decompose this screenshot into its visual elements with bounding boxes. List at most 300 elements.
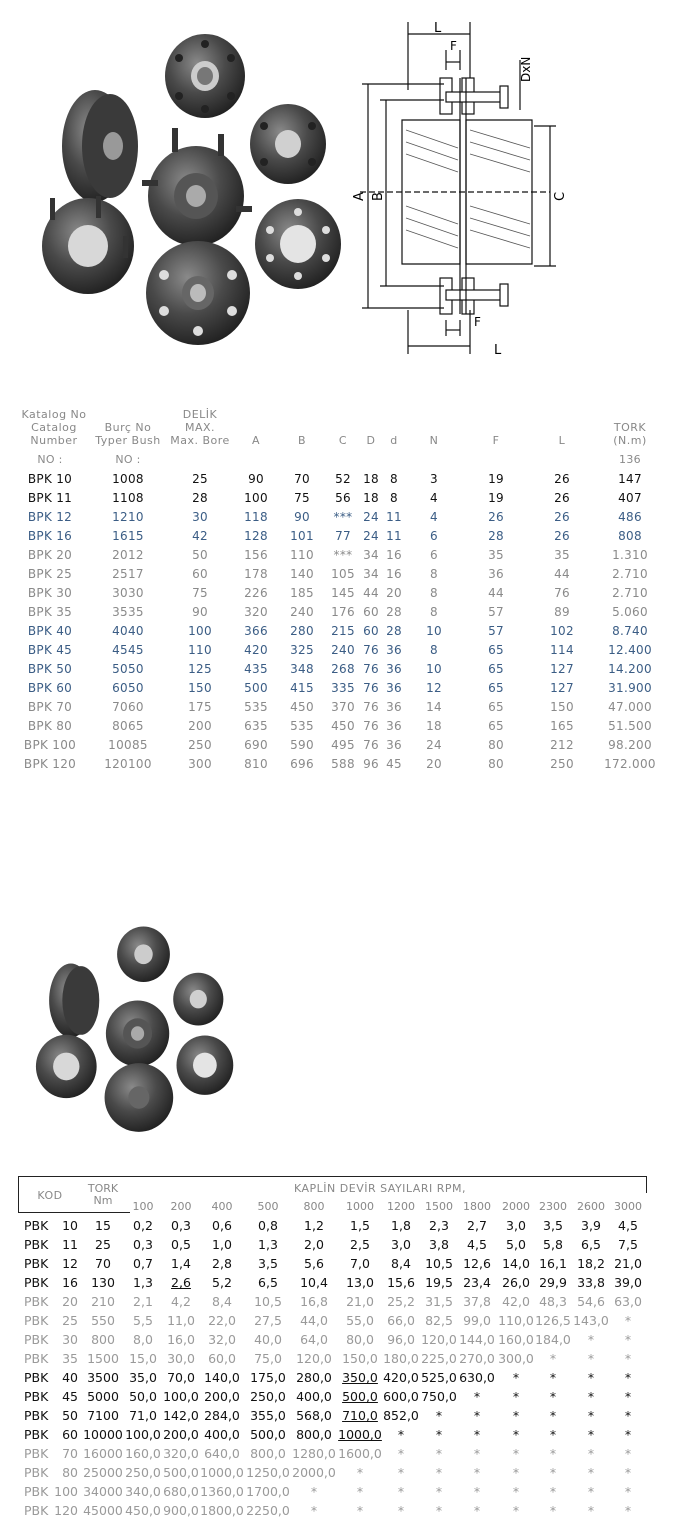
rpm-header-cell: 100	[132, 1200, 154, 1213]
table-cell: 16	[386, 567, 402, 581]
table-cell: 34000	[83, 1484, 123, 1499]
table-cell: 808	[618, 529, 642, 543]
table-cell: 500	[244, 681, 268, 695]
coupling-product-photo-small	[28, 916, 248, 1140]
table-cell: BPK 16	[27, 529, 73, 543]
header-B: B	[297, 434, 307, 447]
table-cell: *	[512, 1389, 520, 1404]
table-cell: 65	[488, 643, 504, 657]
table-cell: PBK	[24, 1465, 49, 1480]
table-cell: 3,5	[258, 1256, 278, 1271]
table-cell: 6	[430, 548, 438, 562]
table-cell: 100	[188, 624, 212, 638]
table-cell: 75	[294, 491, 310, 505]
table-cell: 680,0	[163, 1484, 199, 1499]
table-cell: 2.710	[612, 567, 648, 581]
table-cell: *	[549, 1503, 557, 1518]
table-cell: 80,0	[346, 1332, 374, 1347]
table-cell: 36	[386, 681, 402, 695]
table-row	[0, 491, 680, 510]
table-cell: 450	[331, 719, 355, 733]
flange-part	[42, 196, 134, 294]
table-cell: 320,0	[163, 1446, 199, 1461]
table-cell: 20	[62, 1294, 78, 1309]
table-cell: 450	[290, 700, 314, 714]
table-cell: 5,8	[543, 1237, 563, 1252]
table-cell: 14,0	[502, 1256, 530, 1271]
table-cell: *	[587, 1484, 595, 1499]
table-cell: 16,1	[539, 1256, 567, 1271]
table-row	[0, 1256, 680, 1275]
table-cell: 900,0	[163, 1503, 199, 1518]
table-cell: 19	[488, 472, 504, 486]
table-cell: 7060	[112, 700, 144, 714]
table-cell: 5,6	[304, 1256, 324, 1271]
table-cell: 184,0	[535, 1332, 571, 1347]
table-row	[0, 700, 680, 719]
table-cell: 120,0	[296, 1351, 332, 1366]
table-cell: 19,5	[425, 1275, 453, 1290]
table-cell: 18	[426, 719, 442, 733]
table-cell: 22,0	[208, 1313, 236, 1328]
dim-label-C: C	[553, 191, 568, 201]
table-cell: 36	[386, 719, 402, 733]
table-cell: 18	[363, 491, 379, 505]
table-cell: 142,0	[163, 1408, 199, 1423]
table-cell: *	[435, 1446, 443, 1461]
table-cell: 75,0	[254, 1351, 282, 1366]
table-cell: 3,0	[506, 1218, 526, 1233]
table-cell: 1500	[87, 1351, 119, 1366]
table-cell: 100	[54, 1484, 78, 1499]
table-cell: 215	[331, 624, 355, 638]
table-cell: 800,0	[296, 1427, 332, 1442]
table-cell: 10,5	[254, 1294, 282, 1309]
header-kod: KOD	[37, 1189, 63, 1202]
table-cell: 120100	[104, 757, 152, 771]
table-cell: 20	[386, 586, 402, 600]
table-cell: 101	[290, 529, 314, 543]
table-cell: *	[356, 1465, 364, 1480]
table-cell: 495	[331, 738, 355, 752]
table-cell: 50	[62, 1408, 78, 1423]
table-cell: *	[624, 1370, 632, 1385]
table-cell: *	[435, 1484, 443, 1499]
table-cell: 54,6	[577, 1294, 605, 1309]
table-cell: 28	[192, 491, 208, 505]
table-cell: 14.200	[608, 662, 652, 676]
table-cell: 76	[363, 681, 379, 695]
table-row	[0, 681, 680, 700]
table-cell: 34	[363, 567, 379, 581]
table-cell: 100,0	[163, 1389, 199, 1404]
table-cell: 24	[363, 529, 379, 543]
table-cell: *	[624, 1389, 632, 1404]
table-cell: *	[473, 1465, 481, 1480]
table-cell: 16	[386, 548, 402, 562]
table-cell: 77	[335, 529, 351, 543]
table-row	[0, 1294, 680, 1313]
flange-part	[255, 199, 341, 289]
header-D: D	[366, 434, 376, 447]
table-cell: 56	[335, 491, 351, 505]
table-cell: 60	[363, 624, 379, 638]
table-cell: *	[397, 1465, 405, 1480]
table-cell: 80	[488, 757, 504, 771]
table-cell: 15,6	[387, 1275, 415, 1290]
table-row	[0, 643, 680, 662]
table-cell: 26	[554, 472, 570, 486]
table-cell: *	[473, 1427, 481, 1442]
table-cell: 40,0	[254, 1332, 282, 1347]
table-cell: 176	[331, 605, 355, 619]
table-cell: 26	[554, 491, 570, 505]
header-L: L	[558, 434, 566, 447]
table-cell: *	[587, 1427, 595, 1442]
table-cell: 350,0	[342, 1370, 378, 1385]
table-row	[0, 1389, 680, 1408]
table-cell: 8,4	[212, 1294, 232, 1309]
table-cell: 21,0	[346, 1294, 374, 1309]
table-cell: 65	[488, 662, 504, 676]
table-cell: 3500	[87, 1370, 119, 1385]
table-row	[0, 738, 680, 757]
table-cell: 2,1	[133, 1294, 153, 1309]
table-cell: 7100	[87, 1408, 119, 1423]
table-cell: BPK 45	[27, 643, 73, 657]
table-cell: 57	[488, 624, 504, 638]
table-cell: 225,0	[421, 1351, 457, 1366]
table-cell: 0,5	[171, 1237, 191, 1252]
table-cell: *	[435, 1408, 443, 1423]
table-cell: 80	[62, 1465, 78, 1480]
table-cell: 70	[95, 1256, 111, 1271]
table-cell: 144,0	[459, 1332, 495, 1347]
table-cell: 0,3	[171, 1218, 191, 1233]
table-cell: *	[587, 1465, 595, 1480]
table-cell: 70	[294, 472, 310, 486]
table-cell: 10,4	[300, 1275, 328, 1290]
table-cell: 696	[290, 757, 314, 771]
table-cell: 1700,0	[246, 1484, 290, 1499]
table-cell: 16,8	[300, 1294, 328, 1309]
table-cell: 3,9	[581, 1218, 601, 1233]
flange-part	[250, 104, 326, 184]
table-cell: *	[587, 1332, 595, 1347]
header-tork2: TORK Nm	[87, 1182, 119, 1207]
table-cell: *	[512, 1408, 520, 1423]
rpm-header-cell: 2300	[539, 1200, 567, 1213]
table-cell: *	[624, 1351, 632, 1366]
table-cell: 635	[244, 719, 268, 733]
table-cell: 127	[550, 662, 574, 676]
table-cell: *	[397, 1446, 405, 1461]
table-cell: *	[473, 1389, 481, 1404]
table-cell: 2,7	[467, 1218, 487, 1233]
table-row	[0, 472, 680, 491]
table-cell: 36	[386, 643, 402, 657]
table-cell: 1250,0	[246, 1465, 290, 1480]
table-cell: 370	[331, 700, 355, 714]
table-cell: 3,5	[543, 1218, 563, 1233]
table-cell: 90	[248, 472, 264, 486]
table-cell: 65	[488, 700, 504, 714]
table-cell: PBK	[24, 1332, 49, 1347]
table-cell: 76	[363, 662, 379, 676]
table-cell: 435	[244, 662, 268, 676]
table-cell: 175	[188, 700, 212, 714]
dim-label-dxn: DxN	[519, 56, 533, 82]
table-cell: 71,0	[129, 1408, 157, 1423]
dim-label-B: B	[371, 192, 386, 201]
table-cell: *	[512, 1427, 520, 1442]
table-cell: 400,0	[204, 1427, 240, 1442]
table-cell: PBK	[24, 1446, 49, 1461]
dim-label-L-bottom: L	[494, 343, 502, 358]
table-cell: *	[587, 1389, 595, 1404]
table-cell: 450,0	[125, 1503, 161, 1518]
table-cell: 300	[188, 757, 212, 771]
table-cell: PBK	[24, 1237, 49, 1252]
table-row	[0, 1237, 680, 1256]
table-cell: 240	[290, 605, 314, 619]
table-cell: 20	[426, 757, 442, 771]
table-cell: 76	[363, 700, 379, 714]
table-cell: BPK 60	[27, 681, 73, 695]
table-cell: 340,0	[125, 1484, 161, 1499]
table-cell: 5000	[87, 1389, 119, 1404]
rpm-header-cell: 2600	[577, 1200, 605, 1213]
table-cell: 0,7	[133, 1256, 153, 1271]
table-cell: BPK 10	[27, 472, 73, 486]
table-cell: 105	[331, 567, 355, 581]
table-row	[0, 1275, 680, 1294]
header-N: N	[429, 434, 439, 447]
table-cell: 180,0	[383, 1351, 419, 1366]
table-cell: 172.000	[604, 757, 656, 771]
table-cell: 6	[430, 529, 438, 543]
table-row	[0, 529, 680, 548]
table-cell: 486	[618, 510, 642, 524]
table-cell: 1000,0	[338, 1427, 382, 1442]
table-cell: PBK	[24, 1218, 49, 1233]
dim-label-L: L	[434, 21, 442, 36]
table-cell: 568,0	[296, 1408, 332, 1423]
table-cell: 210	[91, 1294, 115, 1309]
table-row	[0, 586, 680, 605]
table-cell: 23,4	[463, 1275, 491, 1290]
table-row	[0, 510, 680, 529]
table-cell: 1,0	[212, 1237, 232, 1252]
rpm-header-cell: 400	[211, 1200, 233, 1213]
table-cell: 28	[488, 529, 504, 543]
table-cell: 45000	[83, 1503, 123, 1518]
table-cell: 25,2	[387, 1294, 415, 1309]
table-cell: ***	[333, 510, 353, 524]
table-cell: *	[587, 1370, 595, 1385]
header-A: A	[251, 434, 261, 447]
table-cell: 150	[550, 700, 574, 714]
table-cell: 25000	[83, 1465, 123, 1480]
table-cell: BPK 12	[27, 510, 73, 524]
table-row	[0, 662, 680, 681]
table-cell: 500,0	[250, 1427, 286, 1442]
table-cell: 2,0	[304, 1237, 324, 1252]
flange-part	[146, 241, 250, 345]
table-row	[0, 1313, 680, 1332]
table-cell: 8.740	[612, 624, 648, 638]
flange-part	[165, 34, 245, 118]
table-cell: 280,0	[296, 1370, 332, 1385]
table-cell: PBK	[24, 1389, 49, 1404]
table-cell: PBK	[24, 1370, 49, 1385]
table-cell: 60	[363, 605, 379, 619]
table-cell: 26	[554, 510, 570, 524]
table-cell: PBK	[24, 1294, 49, 1309]
table-cell: 36	[386, 738, 402, 752]
table-cell: 250	[188, 738, 212, 752]
table-cell: 98.200	[608, 738, 652, 752]
table-cell: 1,5	[350, 1218, 370, 1233]
table-cell: *	[473, 1408, 481, 1423]
table-cell: 96,0	[387, 1332, 415, 1347]
table-cell: 66,0	[387, 1313, 415, 1328]
table-cell: PBK	[24, 1484, 49, 1499]
table-cell: PBK	[24, 1275, 49, 1290]
table-cell: 25	[192, 472, 208, 486]
table-cell: 31,5	[425, 1294, 453, 1309]
table-cell: 60	[192, 567, 208, 581]
table-cell: 145	[331, 586, 355, 600]
table-cell: 65	[488, 719, 504, 733]
table-cell: 90	[294, 510, 310, 524]
table-cell: *	[473, 1446, 481, 1461]
table-cell: 35	[62, 1351, 78, 1366]
table-cell: 1,3	[258, 1237, 278, 1252]
table-cell: 355,0	[250, 1408, 286, 1423]
table-cell: 320	[244, 605, 268, 619]
table-cell: 7,5	[618, 1237, 638, 1252]
table-cell: 250	[550, 757, 574, 771]
table-cell: 175,0	[250, 1370, 286, 1385]
rpm-header-cell: 1500	[425, 1200, 453, 1213]
table-cell: 25	[62, 1313, 78, 1328]
table-cell: 1800,0	[200, 1503, 244, 1518]
table-cell: 800,0	[250, 1446, 286, 1461]
rpm-header-cell: 1800	[463, 1200, 491, 1213]
table-cell: *	[587, 1503, 595, 1518]
table-cell: 36	[386, 662, 402, 676]
table-cell: *	[624, 1332, 632, 1347]
table-cell: 10	[426, 624, 442, 638]
header-d: d	[390, 434, 398, 447]
table-cell: 165	[550, 719, 574, 733]
table-cell: BPK 35	[27, 605, 73, 619]
table-cell: *	[624, 1313, 632, 1328]
table-cell: 30	[62, 1332, 78, 1347]
table-row	[0, 567, 680, 586]
table-cell: 280	[290, 624, 314, 638]
table-cell: 1280,0	[292, 1446, 336, 1461]
table-cell: 5050	[112, 662, 144, 676]
table-cell: 0,3	[133, 1237, 153, 1252]
table-cell: 24	[426, 738, 442, 752]
table-cell: 89	[554, 605, 570, 619]
table-cell: 26	[488, 510, 504, 524]
table-cell: *	[549, 1389, 557, 1404]
table-cell: 4	[430, 510, 438, 524]
table-cell: 8,0	[133, 1332, 153, 1347]
dim-label-A: A	[352, 192, 367, 201]
table-cell: *	[549, 1427, 557, 1442]
table-cell: 39,0	[614, 1275, 642, 1290]
table-cell: 2250,0	[246, 1503, 290, 1518]
table-cell: 50	[192, 548, 208, 562]
table-cell: 44	[488, 586, 504, 600]
table-cell: 5.060	[612, 605, 648, 619]
table-cell: 44	[363, 586, 379, 600]
table-cell: 1210	[112, 510, 144, 524]
header-rpm-title: KAPLİN DEVİR SAYILARI RPM,	[294, 1182, 466, 1195]
table-cell: 65	[488, 681, 504, 695]
table-cell: 250,0	[125, 1465, 161, 1480]
table-cell: *	[473, 1484, 481, 1499]
table-cell: 126,5	[535, 1313, 571, 1328]
table-cell: 525,0	[421, 1370, 457, 1385]
table-cell: 21,0	[614, 1256, 642, 1271]
table-cell: 147	[618, 472, 642, 486]
table-cell: PBK	[24, 1351, 49, 1366]
table-cell: *	[512, 1446, 520, 1461]
table-cell: 51.500	[608, 719, 652, 733]
table-cell: 366	[244, 624, 268, 638]
table-cell: 12.400	[608, 643, 652, 657]
table-cell: BPK 120	[23, 757, 77, 771]
table-cell: *	[397, 1427, 405, 1442]
table-cell: 2,3	[429, 1218, 449, 1233]
header-F: F	[492, 434, 500, 447]
table-cell: 588	[331, 757, 355, 771]
table-cell: 52	[335, 472, 351, 486]
table-row	[0, 1218, 680, 1237]
table-cell: 12	[426, 681, 442, 695]
table-cell: 852,0	[383, 1408, 419, 1423]
table-cell: 284,0	[204, 1408, 240, 1423]
table-cell: 4,5	[467, 1237, 487, 1252]
table-cell: 10	[62, 1218, 78, 1233]
table-cell: 32,0	[208, 1332, 236, 1347]
table-cell: 600,0	[383, 1389, 419, 1404]
table-cell: 10000	[83, 1427, 123, 1442]
table-cell: 6,5	[581, 1237, 601, 1252]
table-cell: *	[397, 1484, 405, 1499]
table-cell: BPK 80	[27, 719, 73, 733]
table-cell: 34	[363, 548, 379, 562]
table-cell: 42	[192, 529, 208, 543]
table-cell: 8	[430, 586, 438, 600]
table-cell: 226	[244, 586, 268, 600]
table-cell: *	[435, 1465, 443, 1480]
table-cell: 2,6	[171, 1275, 191, 1290]
table-cell: 128	[244, 529, 268, 543]
table-cell: 15,0	[129, 1351, 157, 1366]
table-cell: *	[549, 1484, 557, 1499]
table-cell: 2.710	[612, 586, 648, 600]
table-cell: 42,0	[502, 1294, 530, 1309]
table-cell: 57	[488, 605, 504, 619]
header-C: C	[338, 434, 348, 447]
header-catalog: Katalog No Catalog Number	[21, 408, 87, 447]
